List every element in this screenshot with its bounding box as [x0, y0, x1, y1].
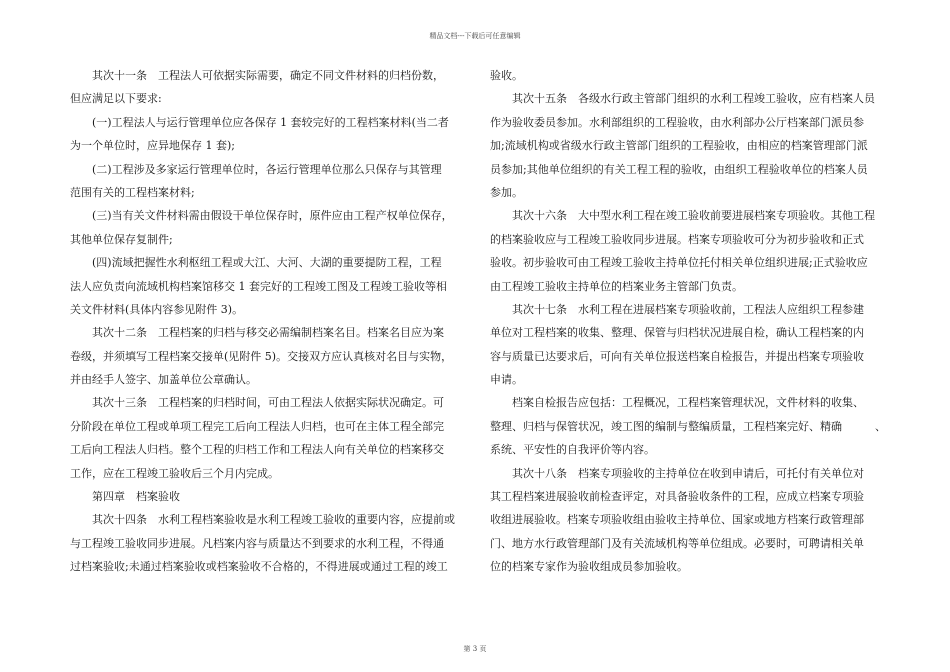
text-line: 与工程竣工验收同步进展。凡档案内容与质量达不到要求的水利工程，不得通: [70, 536, 444, 550]
text-line: 分阶段在单位工程或单项工程完工后向工程法人归档，也可在主体工程全部完: [70, 419, 444, 433]
text-line: 并由经手人签字、加盖单位公章确认。: [70, 373, 257, 387]
text-line: 工后向工程法人归档。整个工程的归档工作和工程法人向有关单位的档案移交: [70, 443, 444, 457]
text-line: 其工程档案进展验收前检查评定，对具备验收条件的工程，应成立档案专项验: [490, 490, 864, 504]
text-line: 为一个单位时，应异地保存 1 套);: [70, 139, 235, 153]
text-line: 但应满足以下要求:: [70, 92, 162, 106]
text-line: 参加。: [490, 185, 523, 199]
text-line: 关文件材料(具体内容参见附件 3)。: [70, 302, 244, 316]
text-line: 加;流域机构或省级水行政主管部门组织的工程验收，由相应的档案管理部门派: [490, 139, 868, 153]
text-line: 门、地方水行政管理部门及有关流域机构等单位组成。必要时，可聘请相关单: [490, 536, 864, 550]
text-line: (四)流域把握性水利枢纽工程或大江、大河、大湖的重要提防工程，工程: [70, 256, 442, 270]
text-line: 第四章 档案验收: [70, 490, 180, 504]
text-line: 的档案验收应与工程竣工验收同步进展。档案专项验收可分为初步验收和正式: [490, 232, 864, 246]
text-line: 其他单位保存复制件;: [70, 232, 173, 246]
text-line: 系统、平安性的自我评价等内容。: [490, 443, 655, 457]
text-line: 容与质量已达要求后，可向有关单位报送档案自检报告，并提出档案专项验收: [490, 349, 864, 363]
text-line: 卷级，并须填写工程档案交接单(见附件 5)。交接双方应认真核对名目与实物，: [70, 349, 453, 363]
text-line: 验收。初步验收可由工程竣工验收主持单位托付相关单位组织进展;正式验收应: [490, 256, 868, 270]
text-line: (三)当有关文件材料需由假设干单位保存时，原件应由工程产权单位保存，: [70, 209, 453, 223]
text-line: (二)工程涉及多家运行管理单位时，各运行管理单位那么只保存与其管理: [70, 162, 442, 176]
text-line: 申请。: [490, 373, 523, 387]
page-number: 第 3 页: [463, 645, 487, 653]
right-column: [490, 64, 890, 579]
text-line: 其次十二条 工程档案的归档与移交必需编制档案名目。档案名目应为案: [70, 326, 444, 340]
text-line: 作为验收委员参加。水利部组织的工程验收，由水利部办公厅档案部门派员参: [490, 115, 864, 129]
text-line: 其次十四条 水利工程档案验收是水利工程竣工验收的重要内容，应提前或: [70, 513, 455, 527]
text-line: 范围有关的工程档案材料;: [70, 185, 195, 199]
text-line: 单位对工程档案的收集、整理、保管与归档状况进展自检，确认工程档案的内: [490, 326, 864, 340]
text-line: 其次十一条 工程法人可依据实际需要，确定不同文件材料的归档份数，: [70, 69, 444, 82]
text-line: 法人应负责向流域机构档案馆移交 1 套完好的工程竣工图及工程竣工验收等相: [70, 279, 447, 293]
text-line: 验收。: [490, 69, 523, 82]
text-line: 其次十八条 档案专项验收的主持单位在收到申请后，可托付有关单位对: [490, 466, 864, 480]
text-line: 档案自检报告应包括：工程概况，工程档案管理状况，文件材料的收集、: [490, 396, 864, 410]
text-line: 收组进展验收。档案专项验收组由验收主持单位、国家或地方档案行政管理部: [490, 513, 864, 527]
text-line: 由工程竣工验收主持单位的档案业务主管部门负责。: [490, 279, 743, 293]
text-line: 其次十五条 各级水行政主管部门组织的水利工程竣工验收，应有档案人员: [490, 92, 875, 106]
text-line: 过档案验收;未通过档案验收或档案验收不合格的，不得进展或通过工程的竣工: [70, 560, 448, 574]
left-column: [70, 64, 470, 579]
page-header: 精品文档---下载后可任意编辑: [429, 32, 521, 40]
text-line: 其次十三条 工程档案的归档时间，可由工程法人依据实际状况确定。可: [70, 396, 444, 410]
text-line: 员参加;其他单位组织的有关工程工程的验收，由组织工程验收单位的档案人员: [490, 162, 868, 176]
text-line: 其次十七条 水利工程在进展档案专项验收前，工程法人应组织工程参建: [490, 302, 864, 316]
text-line: 工作，应在工程竣工验收后三个月内完成。: [70, 466, 279, 480]
text-line: 整理、归档与保管状况，竣工图的编制与整编质量，工程档案完好、精确 、: [490, 419, 886, 433]
text-line: (一)工程法人与运行管理单位应各保存 1 套较完好的工程档案材料(当二者: [70, 115, 449, 129]
text-line: 位的档案专家作为验收组成员参加验收。: [490, 560, 688, 574]
text-line: 其次十六条 大中型水利工程在竣工验收前要进展档案专项验收。其他工程: [490, 209, 875, 223]
